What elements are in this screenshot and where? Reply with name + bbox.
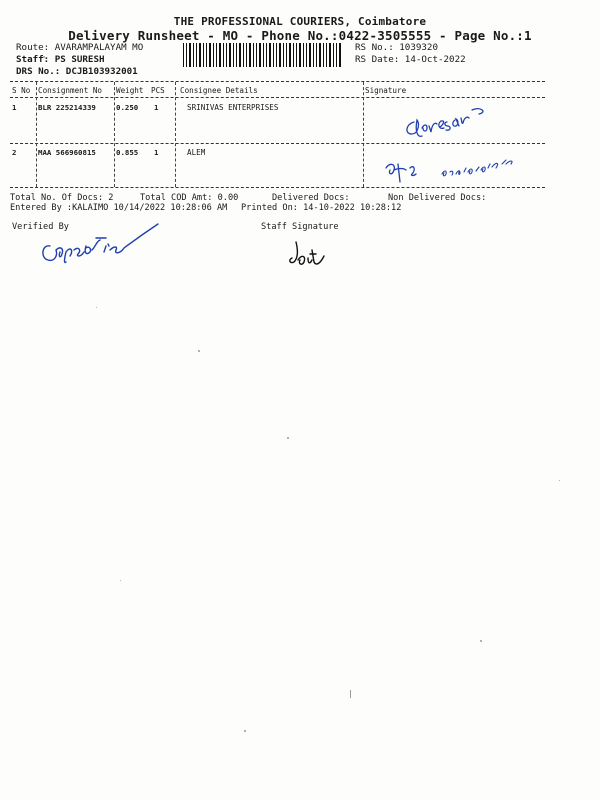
delivered-docs: Delivered Docs: xyxy=(272,193,350,203)
rs-number: RS No.: 1039320 xyxy=(355,42,438,53)
total-docs: Total No. Of Docs: 2 xyxy=(10,193,114,203)
route-label: Route: AVARAMPALAYAM MO xyxy=(16,42,144,53)
verified-by-label: Verified By xyxy=(12,222,69,232)
drs-number: DRS No.: DCJB103932001 xyxy=(16,66,138,77)
row-2-consignee: ALEM xyxy=(187,148,206,157)
row-1-weight: 0.250 xyxy=(116,103,139,112)
row-1-sno: 1 xyxy=(12,103,17,112)
row-1-consignment: BLR 225214339 xyxy=(38,103,96,112)
staff-label: Staff: PS SURESH xyxy=(16,54,105,65)
staff-signature xyxy=(282,236,332,272)
row-2-pcs: 1 xyxy=(154,148,159,157)
column-divider xyxy=(175,82,176,187)
column-divider xyxy=(36,82,37,187)
header-divider xyxy=(10,97,545,98)
runsheet-subtitle: Delivery Runsheet - MO - Phone No.:0422-3505555 - Page No.:1 xyxy=(68,28,532,43)
company-title: THE PROFESSIONAL COURIERS, Coimbatore xyxy=(173,15,427,28)
verifier-signature xyxy=(36,216,166,268)
row-divider xyxy=(10,143,545,144)
rs-date: RS Date: 14-Oct-2022 xyxy=(355,54,466,65)
column-header-consignment: Consignment No xyxy=(38,86,103,95)
column-header-signature: Signature xyxy=(365,86,407,95)
barcode xyxy=(183,43,343,67)
column-header-weight: Weight xyxy=(116,86,144,95)
non-delivered-docs: Non Delivered Docs: xyxy=(388,193,487,203)
table-top-border xyxy=(10,81,545,82)
total-cod-amount: Total COD Amt: 0.00 xyxy=(140,193,239,203)
row-2-weight: 0.855 xyxy=(116,148,139,157)
column-header-pcs: PCS xyxy=(151,86,165,95)
column-divider xyxy=(363,82,364,187)
column-header-consignee: Consignee Details xyxy=(180,86,258,95)
row-2-sno: 2 xyxy=(12,148,17,157)
column-header-sno: S No xyxy=(12,86,31,95)
row-2-consignment: MAA 566960815 xyxy=(38,148,96,157)
row-1-pcs: 1 xyxy=(154,103,159,112)
entered-by: Entered By :KALAIMO 10/14/2022 10:28:06 AM xyxy=(10,203,228,213)
printed-on: Printed On: 14-10-2022 10:28:12 xyxy=(241,203,402,213)
row-2-signature xyxy=(380,148,530,188)
row-1-signature xyxy=(400,100,510,142)
staff-signature-label: Staff Signature xyxy=(261,222,339,232)
column-divider xyxy=(114,82,115,187)
row-1-consignee: SRINIVAS ENTERPRISES xyxy=(187,103,279,112)
